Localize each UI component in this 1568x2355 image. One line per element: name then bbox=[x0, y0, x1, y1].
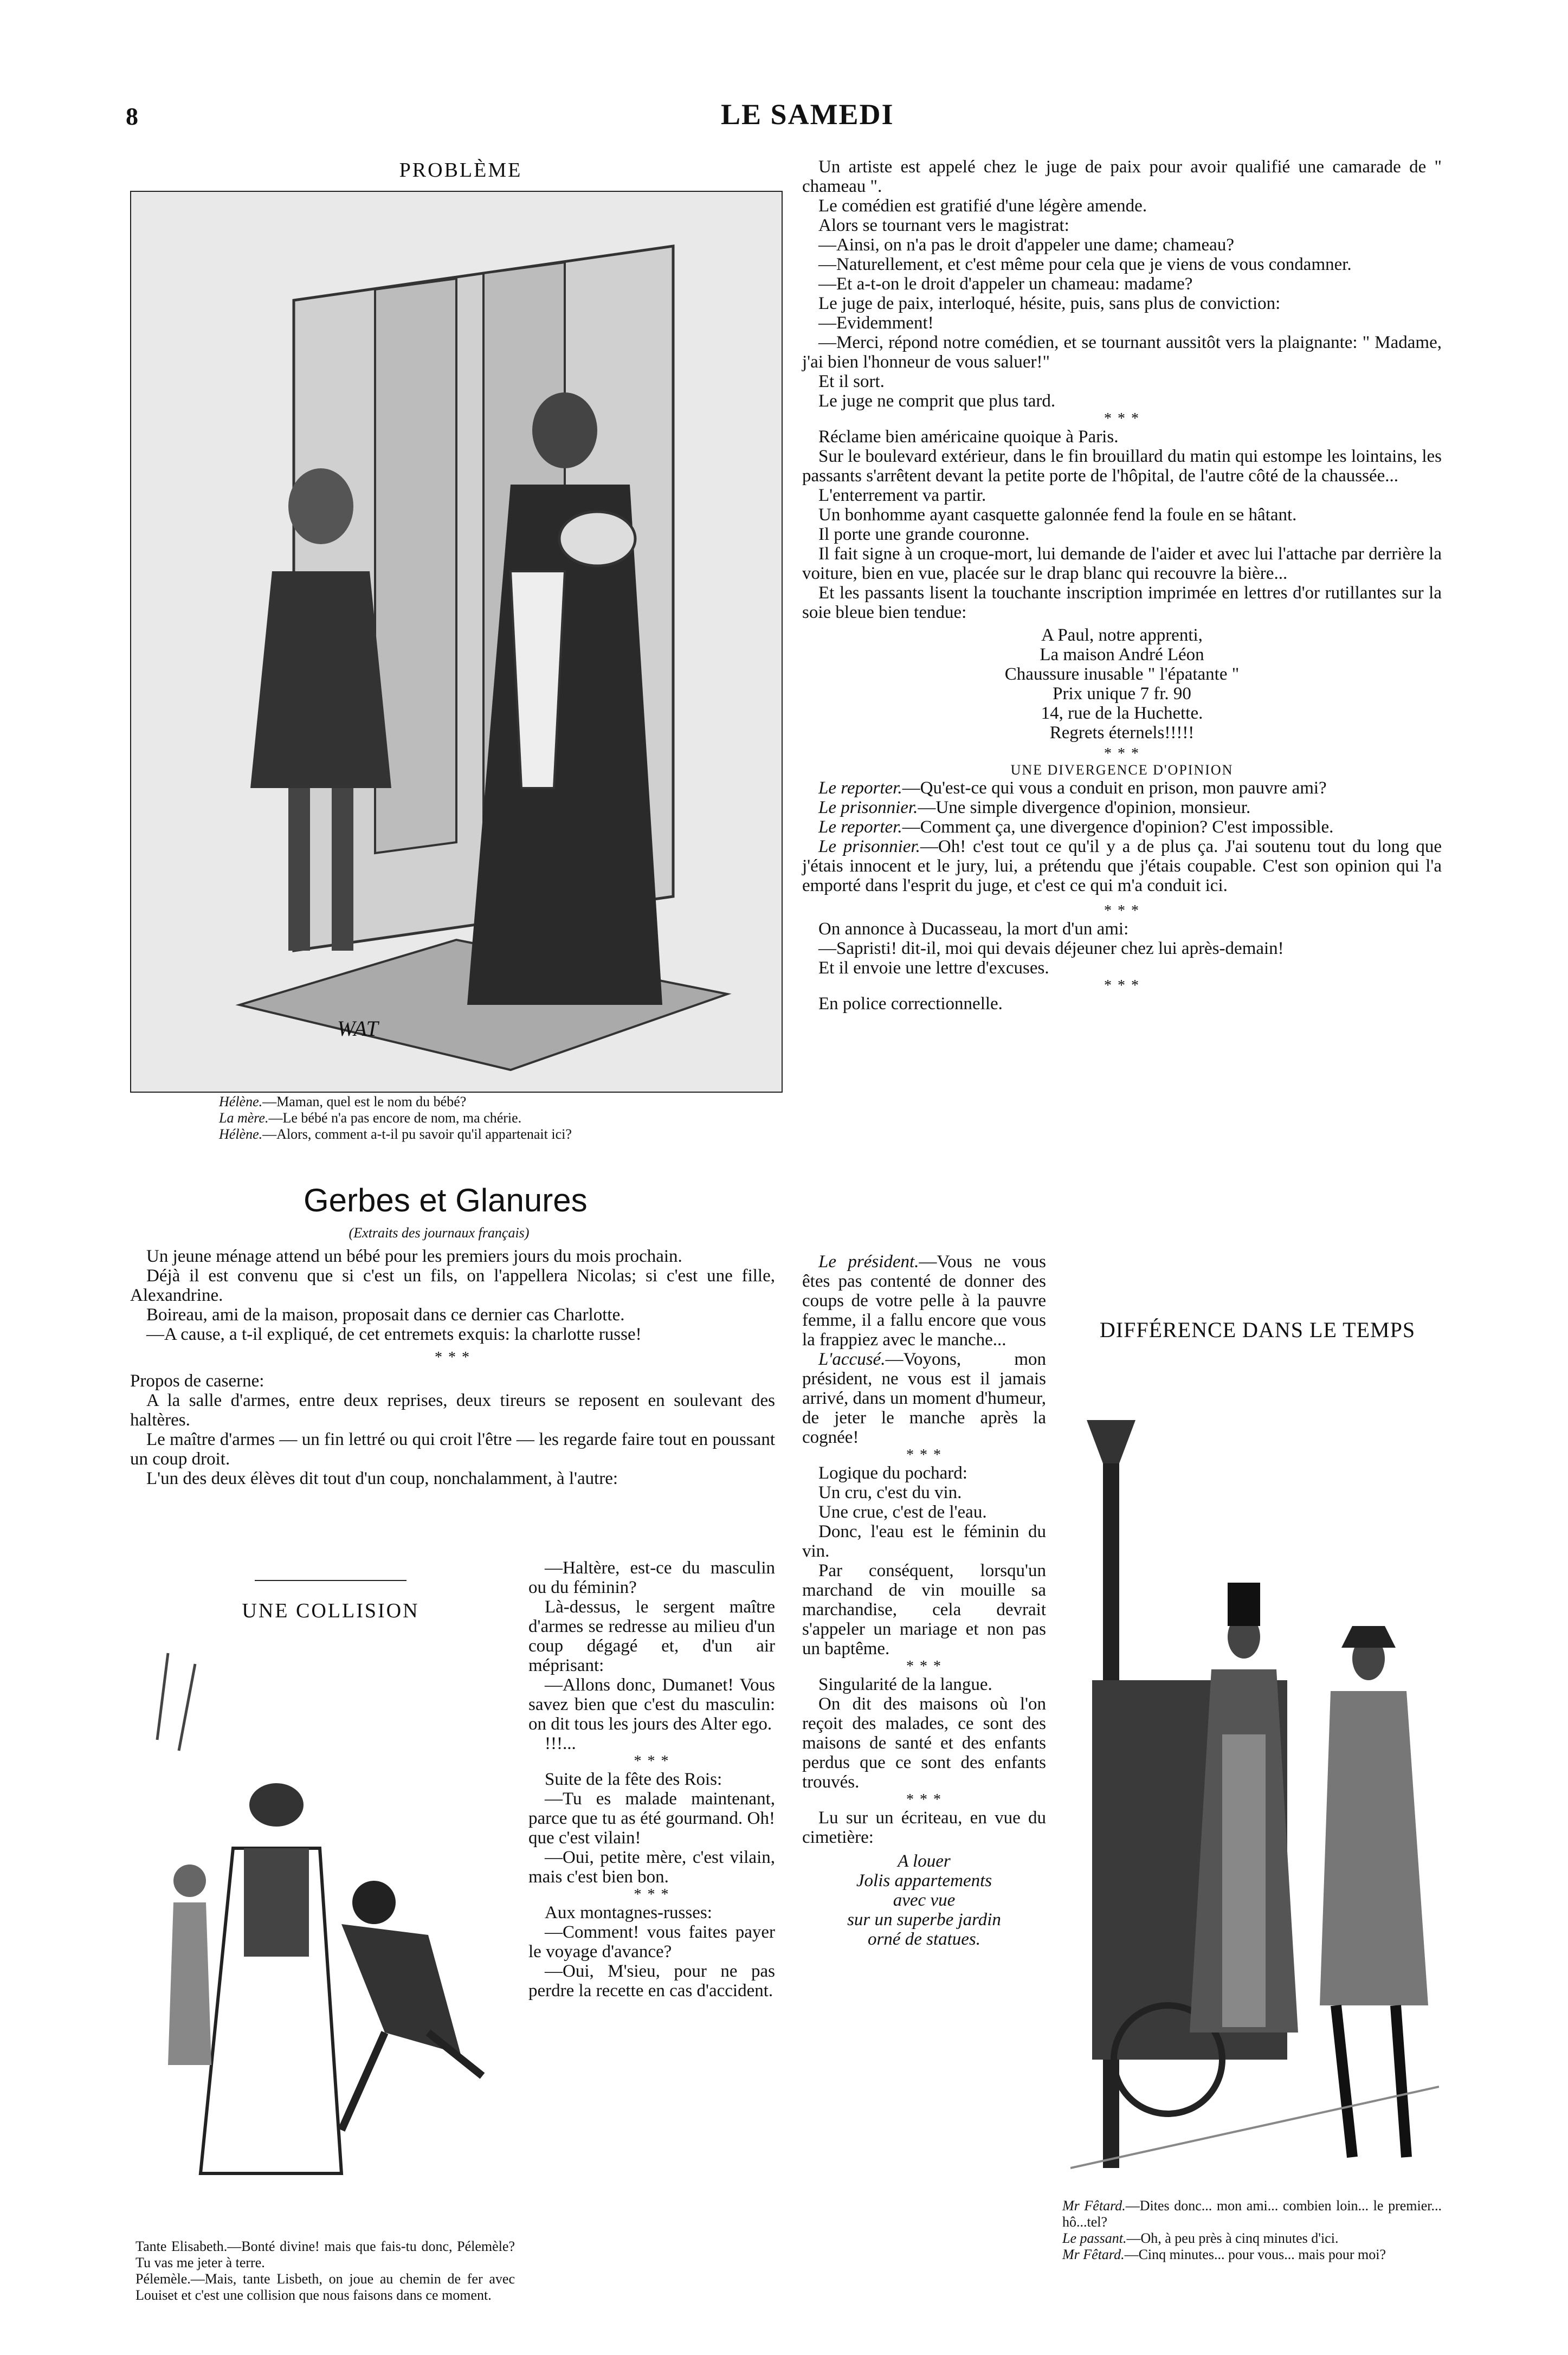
collision-rule bbox=[255, 1580, 406, 1581]
paragraph: —Sapristi! dit-il, moi qui devais déjeuner chez lui après-demain! bbox=[818, 939, 1284, 958]
paragraph: Une crue, c'est de l'eau. bbox=[818, 1502, 987, 1522]
inscription-line: La maison André Léon bbox=[1040, 645, 1204, 664]
speaker: Le reporter. bbox=[818, 817, 902, 837]
inscription bbox=[802, 625, 1442, 743]
difference-caption bbox=[1062, 2198, 1442, 2263]
section-stars: * * * bbox=[906, 1447, 942, 1463]
gerbes-subtitle: (Extraits des journaux français) bbox=[349, 1225, 530, 1241]
paragraph: Réclame bien américaine quoique à Paris. bbox=[818, 427, 1119, 447]
caption-line bbox=[219, 1110, 761, 1126]
speech: —Oh! c'est tout ce qu'il y a de plus ça. J'ai soutenu tout du long que j'étais innocent et le jury, lui, a prétendu que j'étais coupable. C'est son opinion qui l'a emporté dans l'esprit du juge, et c'est ce qui m'a conduit ici. bbox=[802, 837, 1442, 895]
speech: —Comment ça, une divergence d'opinion? C'est impossible. bbox=[902, 817, 1334, 837]
paragraph: Un bonhomme ayant casquette galonnée fend la foule en se hâtant. bbox=[818, 505, 1297, 525]
caption-speaker: La mère. bbox=[219, 1110, 269, 1126]
paragraph: Et il envoie une lettre d'excuses. bbox=[818, 958, 1049, 978]
paragraph: Et il sort. bbox=[818, 372, 885, 391]
paragraph: —Merci, répond notre comédien, et se tournant aussitôt vers la plaignante: " Madame, j'ai bien l'honneur de vous saluer!" bbox=[802, 333, 1442, 372]
speech: —Qu'est-ce qui vous a conduit en prison, mon pauvre ami? bbox=[902, 778, 1327, 798]
dialogue-line bbox=[802, 1350, 1046, 1447]
paragraph: —Evidemment! bbox=[818, 313, 934, 333]
paragraph: —Oui, M'sieu, pour ne pas perdre la recette en cas d'accident. bbox=[528, 1962, 775, 2001]
gerbes-body bbox=[130, 1247, 775, 1488]
paragraph: —A cause, a t-il expliqué, de cet entremets exquis: la charlotte russe! bbox=[146, 1325, 642, 1344]
caption-speaker: Hélène. bbox=[219, 1126, 263, 1142]
caption-line bbox=[1062, 2247, 1442, 2263]
paragraph: L'enterrement va partir. bbox=[818, 486, 986, 505]
section-stars: * * * bbox=[1104, 977, 1140, 994]
paragraph: Donc, l'eau est le féminin du vin. bbox=[802, 1522, 1046, 1561]
caption-line bbox=[219, 1094, 761, 1110]
paragraph: On dit des maisons où l'on reçoit des malades, ce sont des maisons de santé et des enfants perdus que ce sont des enfants trouvés. bbox=[802, 1694, 1046, 1792]
ecriteau-line: avec vue bbox=[893, 1891, 956, 1910]
divergence-title: UNE DIVERGENCE D'OPINION bbox=[1010, 762, 1234, 778]
paragraph: Le juge de paix, interloqué, hésite, puis, sans plus de conviction: bbox=[818, 294, 1281, 313]
collision-caption bbox=[135, 2238, 515, 2304]
paragraph: —Naturellement, et c'est même pour cela que je viens de vous condamner. bbox=[818, 255, 1352, 274]
caption-speaker: Hélène. bbox=[219, 1094, 263, 1109]
difference-illustration bbox=[1070, 1355, 1439, 2184]
inscription-line: Regrets éternels!!!!! bbox=[1049, 723, 1195, 743]
caption-text: —Alors, comment a-t-il pu savoir qu'il appartenait ici? bbox=[262, 1126, 572, 1142]
dialogue-line bbox=[802, 817, 1442, 837]
paragraph: Par conséquent, lorsqu'un marchand de vin mouille sa marchandise, cela devrait s'appeler un mariage et non pas un baptême. bbox=[802, 1561, 1046, 1659]
inscription-line: A Paul, notre apprenti, bbox=[1041, 625, 1203, 645]
paragraph: Il fait signe à un croque-mort, lui demande de l'aider et avec lui l'attache par derrière la voiture, bien en vue, placée sur le drap blanc qui recouvre la bière... bbox=[802, 544, 1442, 583]
ecriteau-line: orné de statues. bbox=[867, 1930, 981, 1949]
caption-line bbox=[1062, 2198, 1442, 2230]
section-stars: * * * bbox=[435, 1349, 470, 1366]
dialogue-line bbox=[802, 1252, 1046, 1350]
paragraph: Le comédien est gratifié d'une légère amende. bbox=[818, 196, 1147, 216]
signature: WAT bbox=[337, 1016, 378, 1041]
speaker: L'accusé. bbox=[818, 1350, 886, 1369]
collision-illustration bbox=[146, 1631, 515, 2233]
paragraph: Un cru, c'est du vin. bbox=[818, 1483, 962, 1502]
paragraph: Il porte une grande couronne. bbox=[818, 525, 1030, 544]
speech: —Cinq minutes... pour vous... mais pour moi? bbox=[1124, 2247, 1386, 2262]
caption-line bbox=[219, 1126, 761, 1143]
paragraph: Singularité de la langue. bbox=[818, 1675, 992, 1694]
section-stars: * * * bbox=[1104, 410, 1140, 427]
speaker: Le prisonnier. bbox=[818, 837, 920, 856]
paragraph: A la salle d'armes, entre deux reprises, deux tireurs se reposent en soulevant des haltères. bbox=[130, 1391, 775, 1430]
probleme-title: PROBLÈME bbox=[399, 159, 522, 182]
dialogue-line bbox=[802, 798, 1442, 817]
paragraph: Déjà il est convenu que si c'est un fils, on l'appellera Nicolas; si c'est une fille, Alexandrine. bbox=[130, 1266, 775, 1305]
gerbes-title: Gerbes et Glanures bbox=[304, 1182, 588, 1218]
caption-line bbox=[1062, 2230, 1442, 2247]
paragraph: —Tu es malade maintenant, parce que tu as été gourmand. Oh! que c'est vilain! bbox=[528, 1789, 775, 1848]
section-stars: * * * bbox=[634, 1753, 670, 1770]
paragraph: —Ainsi, on n'a pas le droit d'appeler une dame; chameau? bbox=[818, 235, 1234, 255]
paragraph: Un jeune ménage attend un bébé pour les premiers jours du mois prochain. bbox=[146, 1247, 682, 1266]
probleme-captions bbox=[219, 1094, 761, 1143]
dialogue-line bbox=[802, 837, 1442, 895]
paragraph: Boireau, ami de la maison, proposait dans ce dernier cas Charlotte. bbox=[146, 1305, 625, 1325]
column-narrow bbox=[528, 1558, 775, 2001]
paragraph: Lu sur un écriteau, en vue du cimetière: bbox=[802, 1808, 1046, 1847]
paragraph: Sur le boulevard extérieur, dans le fin brouillard du matin qui estompe les lointains, les passants s'arrêtent devant la petite porte de l'hôpital, de l'autre côté de la chaussée... bbox=[802, 447, 1442, 486]
paragraph: Un artiste est appelé chez le juge de paix pour avoir qualifié une camarade de " chameau ". bbox=[802, 157, 1442, 196]
page-number: 8 bbox=[126, 102, 138, 130]
paragraph: —Comment! vous faites payer le voyage d'avance? bbox=[528, 1922, 775, 1962]
ecriteau-line: A louer bbox=[898, 1851, 951, 1871]
section-stars: * * * bbox=[1104, 745, 1140, 762]
paragraph: L'un des deux élèves dit tout d'un coup, nonchalamment, à l'autre: bbox=[146, 1469, 618, 1488]
section-stars: * * * bbox=[1104, 902, 1140, 919]
collision-title: UNE COLLISION bbox=[242, 1599, 420, 1622]
speech: —Dites donc... mon ami... combien loin... le premier... hô...tel? bbox=[1062, 2198, 1442, 2230]
probleme-illustration bbox=[130, 191, 783, 1093]
ecriteau-line: sur un superbe jardin bbox=[847, 1910, 1001, 1930]
paragraph: —Haltère, est-ce du masculin ou du féminin? bbox=[528, 1558, 775, 1597]
dialogue-line bbox=[802, 778, 1442, 798]
speaker: Le reporter. bbox=[818, 778, 902, 798]
caption-text: —Maman, quel est le nom du bébé? bbox=[262, 1094, 467, 1109]
paragraph: —Et a-t-on le droit d'appeler un chameau: madame? bbox=[818, 274, 1193, 294]
paragraph: —Allons donc, Dumanet! Vous savez bien que c'est du masculin: on dit tous les jours des Alter ego. bbox=[528, 1675, 775, 1734]
section-stars: * * * bbox=[634, 1886, 670, 1903]
speech: —Une simple divergence d'opinion, monsieur. bbox=[918, 798, 1251, 817]
speaker: Mr Fêtard. bbox=[1062, 2247, 1125, 2262]
inscription-line: Prix unique 7 fr. 90 bbox=[1053, 684, 1191, 704]
difference-title: DIFFÉRENCE DANS LE TEMPS bbox=[1099, 1318, 1416, 1342]
paragraph: On annonce à Ducasseau, la mort d'un ami: bbox=[818, 919, 1129, 939]
paragraph: Propos de caserne: bbox=[130, 1371, 264, 1391]
paragraph: Alors se tournant vers le magistrat: bbox=[818, 216, 1069, 235]
speaker: Le président. bbox=[818, 1252, 919, 1272]
section-stars: * * * bbox=[906, 1658, 942, 1675]
inscription-line: Chaussure inusable " l'épatante " bbox=[1004, 664, 1240, 684]
column-right bbox=[802, 157, 1442, 1014]
section-stars: * * * bbox=[906, 1791, 942, 1808]
speaker: Le prisonnier. bbox=[818, 798, 918, 817]
journal-title: LE SAMEDI bbox=[721, 98, 894, 131]
ecriteau bbox=[802, 1851, 1046, 1949]
paragraph: En police correctionnelle. bbox=[818, 994, 1003, 1014]
caption-line: Pélemèle.—Mais, tante Lisbeth, on joue au chemin de fer avec Louiset et c'est une collision que nous faisons dans ce moment. bbox=[135, 2271, 515, 2303]
paragraph: Le maître d'armes — un fin lettré ou qui croit l'être — les regarde faire tout en poussant un coup droit. bbox=[130, 1430, 775, 1469]
speech: —Vous ne vous êtes pas contenté de donner des coups de votre pelle à la pauvre femme, il a fallu encore que vous la frappiez avec le manche... bbox=[802, 1252, 1046, 1350]
caption-line: Tante Elisabeth.—Bonté divine! mais que fais-tu donc, Pélemèle? Tu vas me jeter à terre. bbox=[135, 2238, 515, 2270]
paragraph: !!!... bbox=[545, 1734, 576, 1753]
inscription-line: 14, rue de la Huchette. bbox=[1041, 704, 1203, 723]
speech: —Oh, à peu près à cinq minutes d'ici. bbox=[1126, 2230, 1339, 2246]
column-right-narrow bbox=[802, 1252, 1046, 1949]
paragraph: Aux montagnes-russes: bbox=[545, 1903, 712, 1922]
ecriteau-line: Jolis appartements bbox=[856, 1871, 992, 1891]
paragraph: Suite de la fête des Rois: bbox=[545, 1770, 722, 1789]
paragraph: Le juge ne comprit que plus tard. bbox=[818, 391, 1056, 411]
speech: —Voyons, mon président, ne vous est il jamais arrivé, dans un moment d'humeur, de jeter le manche après la cognée! bbox=[802, 1350, 1047, 1447]
paragraph: Logique du pochard: bbox=[818, 1463, 967, 1483]
paragraph: —Oui, petite mère, c'est vilain, mais c'est bien bon. bbox=[528, 1848, 775, 1887]
paragraph: Là-dessus, le sergent maître d'armes se redresse au milieu d'un coup dégagé et, d'un air méprisant: bbox=[528, 1597, 775, 1675]
speaker: Mr Fêtard. bbox=[1062, 2198, 1126, 2214]
caption-text: —Le bébé n'a pas encore de nom, ma chérie. bbox=[268, 1110, 522, 1126]
speaker: Le passant. bbox=[1062, 2230, 1127, 2246]
paragraph: Et les passants lisent la touchante inscription imprimée en lettres d'or rutillantes sur la soie bleue bien tendue: bbox=[802, 583, 1442, 622]
